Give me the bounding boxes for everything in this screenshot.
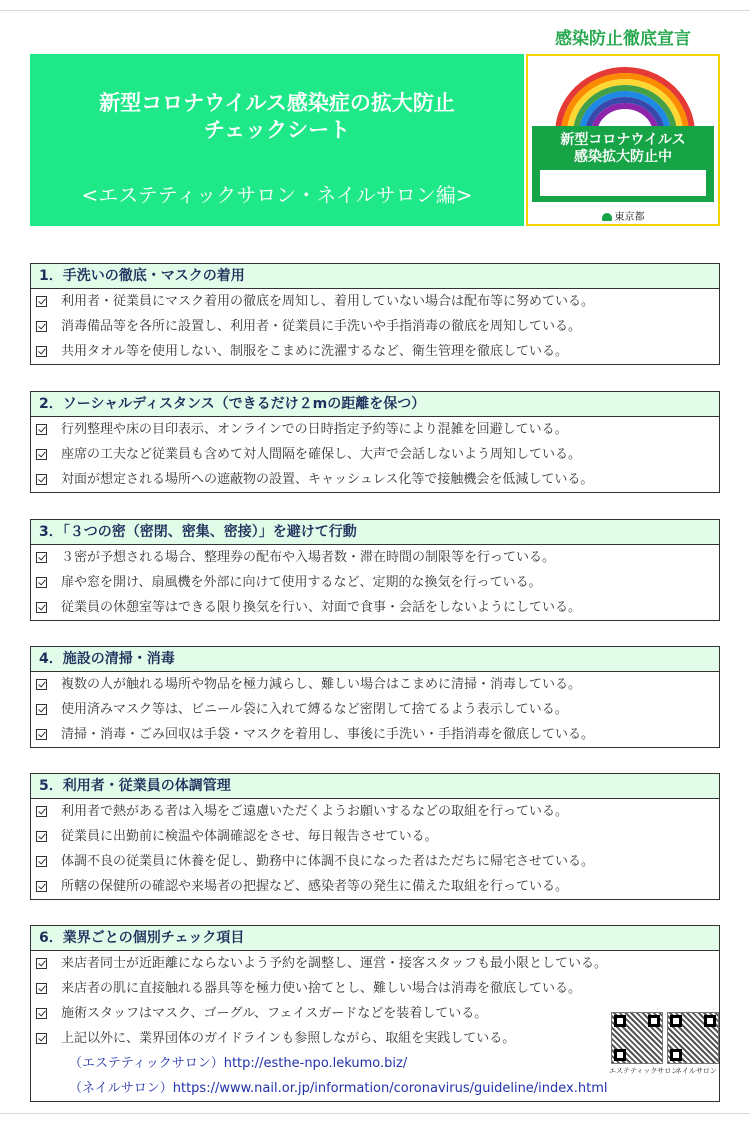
title-line-1: 新型コロナウイルス感染症の拡大防止	[99, 91, 455, 115]
checkbox-icon[interactable]	[36, 958, 47, 969]
section-heading: 4．施設の清掃・消毒	[31, 647, 719, 672]
checkbox-icon[interactable]	[36, 424, 47, 435]
check-item: 共用タオル等を使用しない、制服をこまめに洗濯するなど、衛生管理を徹底している。	[31, 339, 719, 364]
check-item: 扉や窓を開け、扇風機を外部に向けて使用するなど、定期的な換気を行っている。	[31, 570, 719, 595]
qr-label-nail: ネイルサロン	[675, 1067, 717, 1075]
checkbox-icon[interactable]	[36, 679, 47, 690]
section-heading: 5．利用者・従業員の体調管理	[31, 774, 719, 799]
check-item: 所轄の保健所の確認や来場者の把握など、感染者等の発生に備えた取組を行っている。	[31, 874, 719, 899]
checkbox-icon[interactable]	[36, 296, 47, 307]
check-item: 利用者で熱がある者は入場をご遠慮いただくようお願いするなどの取組を行っている。	[31, 799, 719, 824]
section-heading: 2．ソーシャルディスタンス（できるだけ２mの距離を保つ）	[31, 392, 719, 417]
check-item: 行列整理や床の目印表示、オンラインでの日時指定予約等により混雑を回避している。	[31, 417, 719, 442]
ginkgo-icon	[602, 213, 612, 221]
check-item: 体調不良の従業員に休養を促し、勤務中に体調不良になった者はただちに帰宅させている。	[31, 849, 719, 874]
section-heading: 3．「３つの密（密閉、密集、密接）」を避けて行動	[31, 520, 719, 545]
check-item: 清掃・消毒・ごみ回収は手袋・マスクを着用し、事後に手洗い・手指消毒を徹底している。	[31, 722, 719, 747]
check-item: 対面が想定される場所への遮蔽物の設置、キャッシュレス化等で接触機会を低減している。	[31, 467, 719, 492]
check-item: 複数の人が触れる場所や物品を極力減らし、難しい場合はこまめに清掃・消毒している。	[31, 672, 719, 697]
check-item: 上記以外に、業界団体のガイドラインも参照しながら、取組を実践している。	[31, 1026, 719, 1051]
nail-guideline-link[interactable]: （ネイルサロン）https://www.nail.or.jp/information/coronavirus/guideline/index.html	[69, 1081, 608, 1096]
section-cleaning	[30, 646, 720, 748]
section-heading: 6．業界ごとの個別チェック項目	[31, 926, 719, 951]
declaration-sticker	[526, 54, 720, 226]
sticker-panel	[532, 126, 714, 202]
checkbox-icon[interactable]	[36, 321, 47, 332]
checkbox-icon[interactable]	[36, 1033, 47, 1044]
sticker-line-1: 新型コロナウイルス	[560, 132, 686, 148]
checkbox-icon[interactable]	[36, 552, 47, 563]
bottom-divider	[0, 1113, 750, 1114]
checkbox-icon[interactable]	[36, 474, 47, 485]
section-health-management	[30, 773, 720, 900]
checkbox-icon[interactable]	[36, 881, 47, 892]
check-item: 消毒備品等を各所に設置し、利用者・従業員に手洗いや手指消毒の徹底を周知している。	[31, 314, 719, 339]
section-handwashing	[30, 263, 720, 365]
qr-label-esthetic: エステティックサロン	[609, 1067, 679, 1075]
check-item: 従業員に出勤前に検温や体調確認をさせ、毎日報告させている。	[31, 824, 719, 849]
check-item: 利用者・従業員にマスク着用の徹底を周知し、着用していない場合は配布等に努めている。	[31, 289, 719, 314]
checkbox-icon[interactable]	[36, 577, 47, 588]
title-line-2: チェックシート	[203, 118, 351, 142]
checkbox-icon[interactable]	[36, 729, 47, 740]
checkbox-icon[interactable]	[36, 602, 47, 613]
section-heading: 1．手洗いの徹底・マスクの着用	[31, 264, 719, 289]
tokyo-logo	[528, 208, 718, 223]
checkbox-icon[interactable]	[36, 983, 47, 994]
check-item: 使用済みマスク等は、ビニール袋に入れて縛るなど密閉して捨てるよう表示している。	[31, 697, 719, 722]
check-item: 来店者同士が近距離にならないよう予約を調整し、運営・接客スタッフも最小限としている。	[31, 951, 719, 976]
check-item: 来店者の肌に直接触れる器具等を極力使い捨てとし、難しい場合は消毒を徹底している。	[31, 976, 719, 1001]
title-banner	[30, 54, 524, 226]
checkbox-icon[interactable]	[36, 449, 47, 460]
checkbox-icon[interactable]	[36, 704, 47, 715]
section-industry-specific	[30, 925, 720, 1102]
checkbox-icon[interactable]	[36, 346, 47, 357]
check-item: ３密が予想される場合、整理券の配布や入場者数・滞在時間の制限等を行っている。	[31, 545, 719, 570]
subtitle: <エステティックサロン・ネイルサロン編>	[81, 183, 473, 207]
declaration-label: 感染防止徹底宣言	[555, 29, 691, 49]
rainbow-icon	[550, 62, 700, 134]
section-three-cs	[30, 519, 720, 621]
qr-code-nail[interactable]	[667, 1012, 719, 1064]
checkbox-icon[interactable]	[36, 831, 47, 842]
check-item: 従業員の休憩室等はできる限り換気を行い、対面で食事・会話をしないようにしている。	[31, 595, 719, 620]
top-divider	[0, 10, 750, 11]
section-social-distance	[30, 391, 720, 493]
check-item: 施術スタッフはマスク、ゴーグル、フェイスガードなどを装着している。	[31, 1001, 719, 1026]
checkbox-icon[interactable]	[36, 856, 47, 867]
qr-code-esthetic[interactable]	[611, 1012, 663, 1064]
check-item: 座席の工夫など従業員も含めて対人間隔を確保し、大声で会話しないよう周知している。	[31, 442, 719, 467]
checkbox-icon[interactable]	[36, 1008, 47, 1019]
checkbox-icon[interactable]	[36, 806, 47, 817]
sticker-name-box	[540, 170, 706, 196]
sticker-line-2: 感染拡大防止中	[574, 149, 672, 165]
tokyo-label: 東京都	[614, 212, 645, 223]
esthetic-guideline-link[interactable]: （エステティックサロン）http://esthe-npo.lekumo.biz/	[69, 1056, 408, 1071]
